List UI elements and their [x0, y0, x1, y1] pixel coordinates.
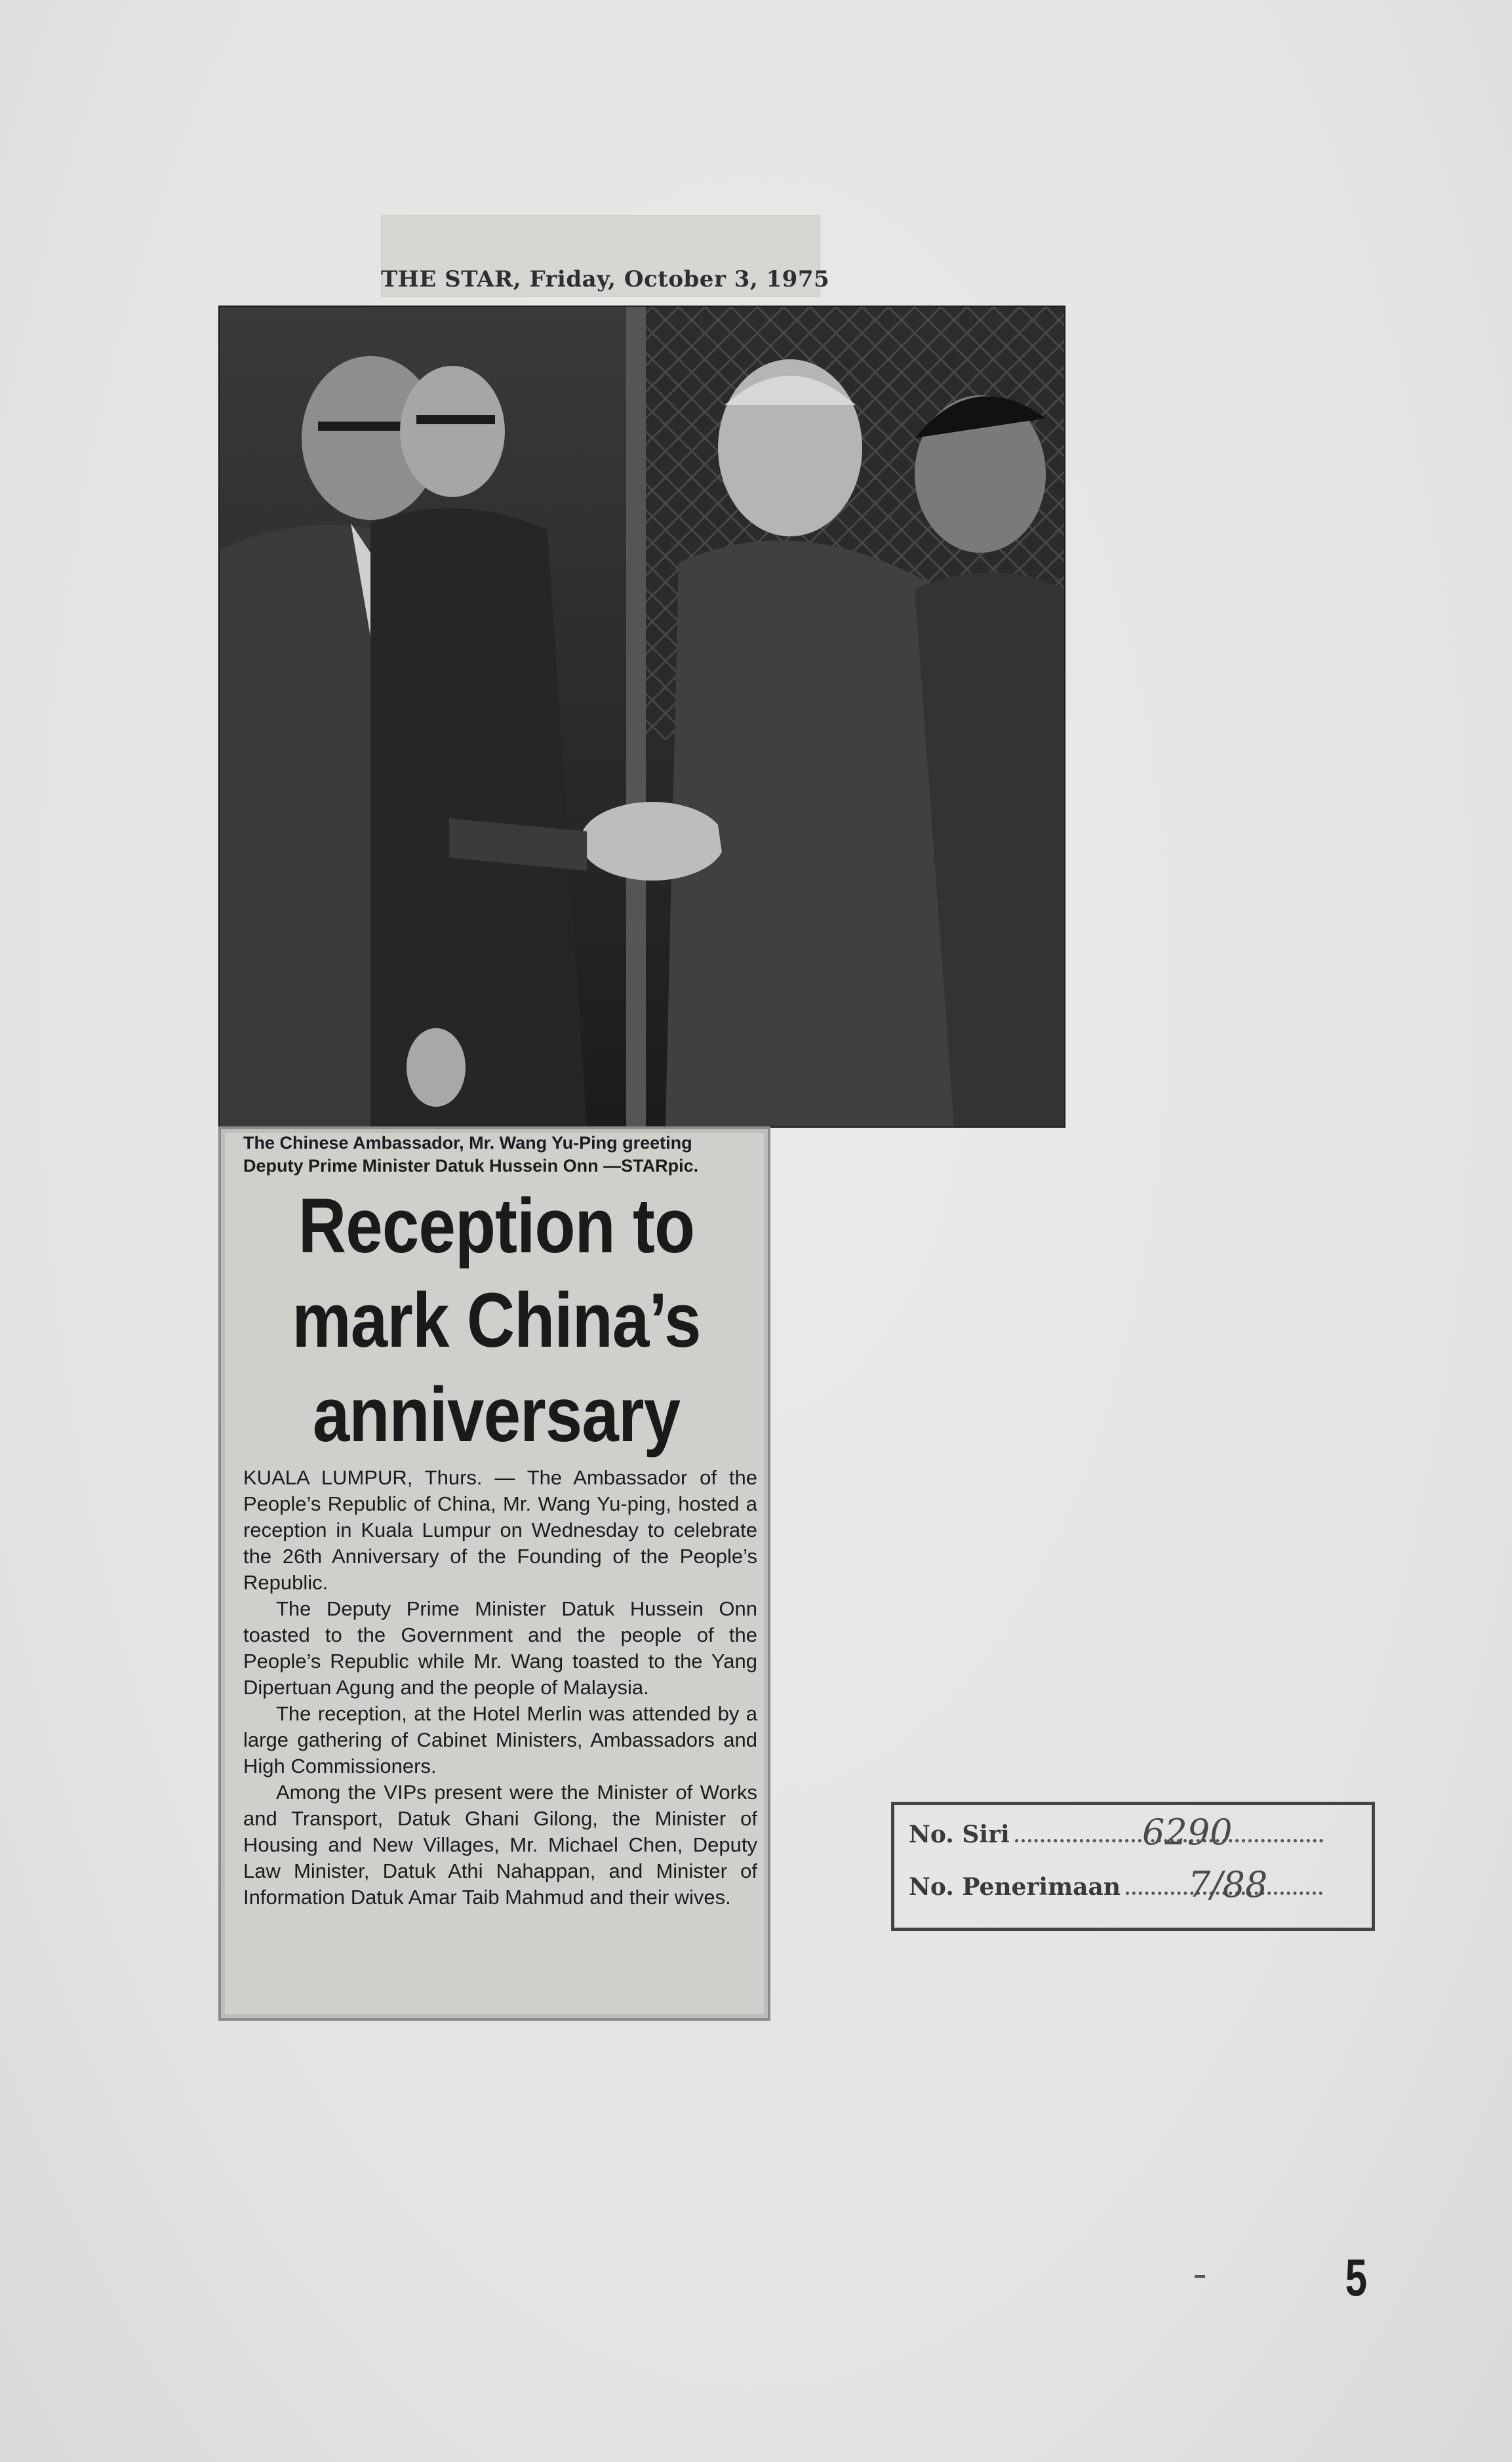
caption-line-2: Deputy Prime Minister Datuk Hussein Onn —STARpic.	[243, 1156, 699, 1176]
stamp-row-siri	[909, 1821, 1323, 1860]
paragraph-3: The reception, at the Hotel Merlin was attended by a large gathering of Cabinet Ministers, Ambassadors and High Commissioners.	[243, 1702, 757, 1777]
newspaper-photo-icon	[220, 307, 1064, 1126]
dateline-text: THE STAR, Friday, October 3, 1975	[381, 266, 830, 292]
paragraph-1: KUALA LUMPUR, Thurs. — The Ambassador of the People’s Republic of China, Mr. Wang Yu-ping, hosted a reception in Kuala Lumpur on Wednesday to celebrate the 26th Anniversary of the Founding of the People’s Republic.	[243, 1466, 757, 1594]
news-photo	[218, 306, 1065, 1128]
siri-label: No. Siri	[909, 1821, 1010, 1848]
photo-caption	[243, 1132, 761, 1178]
penerimaan-value: 7/88	[1188, 1864, 1268, 1905]
caption-line-1: The Chinese Ambassador, Mr. Wang Yu-Ping greeting	[243, 1133, 692, 1153]
margin-mark	[1195, 2275, 1205, 2278]
article-body	[243, 1465, 757, 1911]
headline	[271, 1179, 722, 1462]
registration-stamp	[891, 1802, 1375, 1931]
penerimaan-label: No. Penerimaan	[909, 1873, 1121, 1901]
page-number: 5	[1345, 2248, 1367, 2307]
siri-value: 6290	[1142, 1812, 1233, 1853]
dateline-strip	[381, 215, 830, 297]
headline-line-3: anniversary	[312, 1372, 681, 1458]
headline-line-2: mark China’s	[292, 1277, 701, 1364]
paragraph-4: Among the VIPs present were the Minister of Works and Transport, Datuk Ghani Gilong, the Minister of Housing and New Villages, Mr. Michael Chen, Deputy Law Minister, Datuk Athi Nahappan, and Minister of Information Datuk Amar Taib Mahmud and their wives.	[243, 1781, 757, 1909]
headline-line-1: Reception to	[298, 1183, 695, 1269]
paragraph-2: The Deputy Prime Minister Datuk Hussein Onn toasted to the Government and the people of the People’s Republic while Mr. Wang toasted to the Yang Dipertuan Agung and the people of Malaysia.	[243, 1597, 757, 1699]
article-clipping	[218, 1126, 770, 2021]
